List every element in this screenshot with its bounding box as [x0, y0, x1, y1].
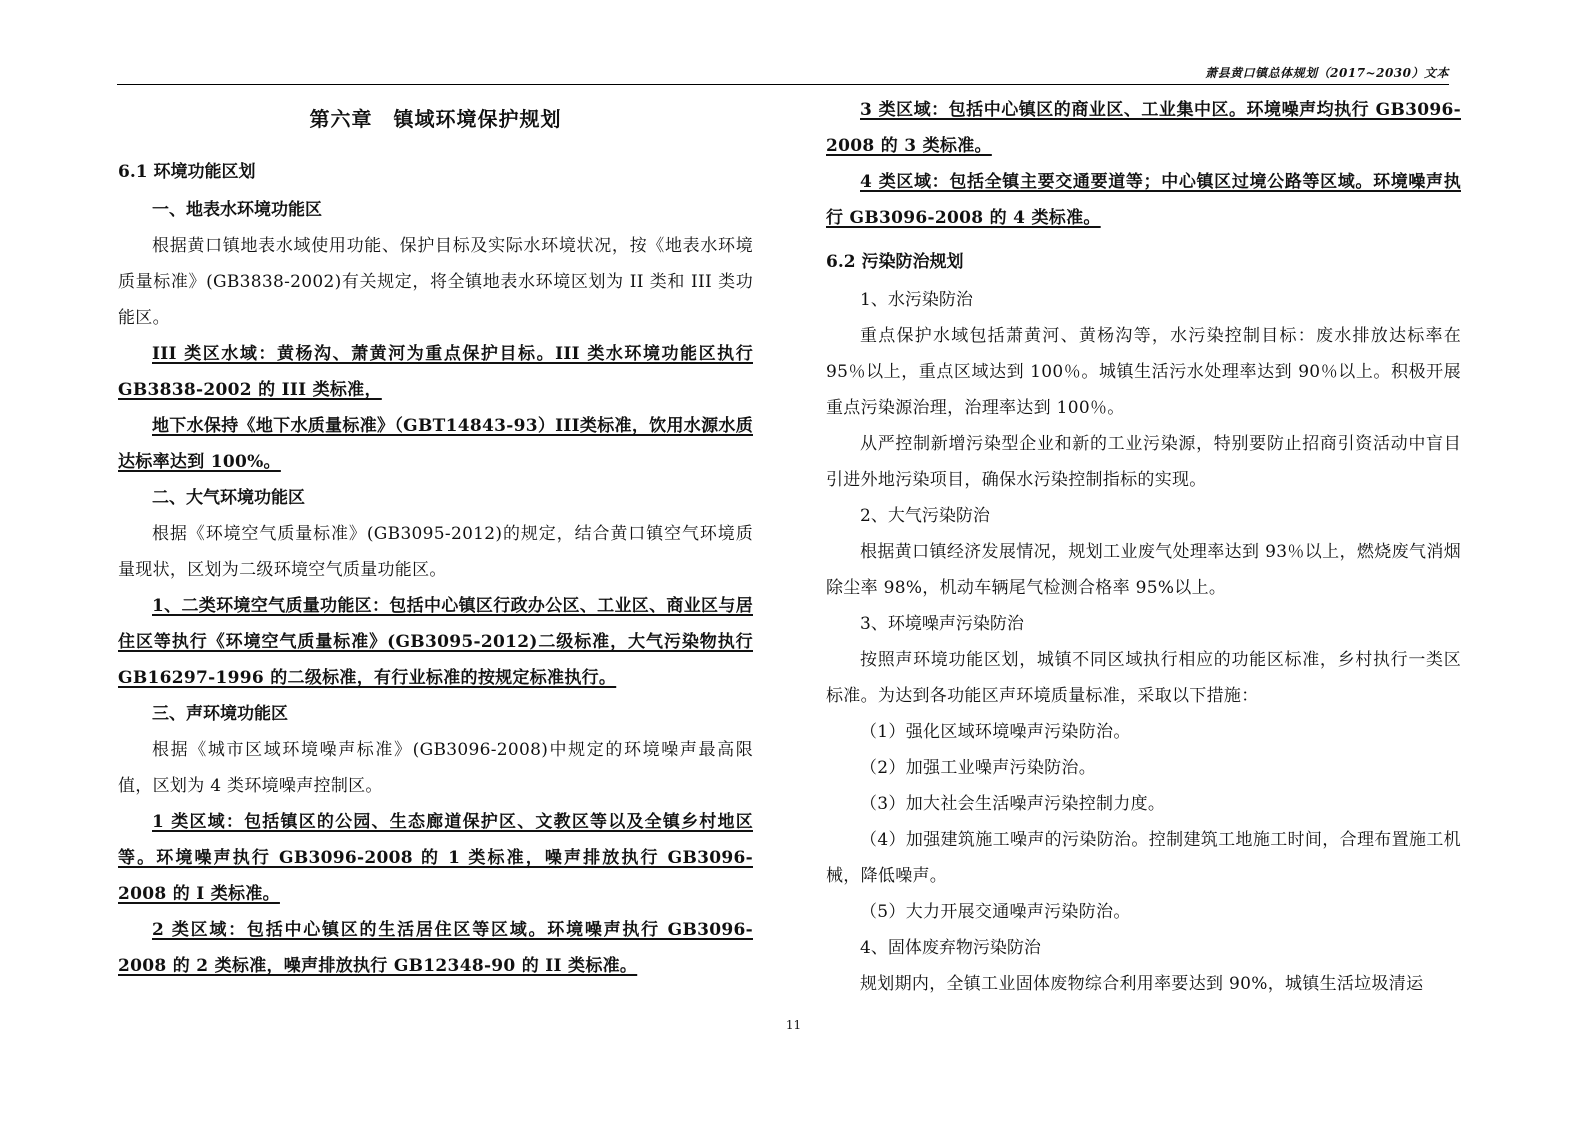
paragraph-sound: 根据《城市区域环境噪声标准》(GB3096-2008)中规定的环境噪声最高限值，区划为 4 类环境噪声控制区。 [118, 740, 753, 796]
paragraph-water-control: 从严控制新增污染型企业和新的工业污染源，特别要防止招商引资活动中盲目引进外地污染项目，确保水污染控制指标的实现。 [826, 434, 1461, 490]
paragraph-groundwater: 地下水保持《地下水质量标准》（GBT14843-93）III类标准，饮用水源水质达标率达到 100%。 [118, 416, 753, 472]
section-heading-6-1: 6.1 环境功能区划 [118, 162, 256, 182]
chapter-title: 第六章 镇域环境保护规划 [309, 107, 562, 131]
left-column [118, 92, 753, 984]
measure-item-3: （3）加大社会生活噪声污染控制力度。 [860, 794, 1166, 814]
right-column [826, 92, 1461, 1002]
sub-heading-solid-waste: 4、固体废弃物污染防治 [860, 938, 1041, 958]
measure-item-1: （1）强化区域环境噪声污染防治。 [860, 722, 1131, 742]
sub-heading-air-pollution: 2、大气污染防治 [860, 506, 990, 526]
paragraph-surface-water: 根据黄口镇地表水域使用功能、保护目标及实际水环境状况，按《地表水环境质量标准》(GB3838-2002)有关规定，将全镇地表水环境区划为 II 类和 III 类功能区。 [118, 236, 753, 328]
paragraph-air-targets: 根据黄口镇经济发展情况，规划工业废气处理率达到 93％以上，燃烧废气消烟除尘率 98%，机动车辆尾气检测合格率 95%以上。 [826, 542, 1461, 598]
measure-item-5: （5）大力开展交通噪声污染防治。 [860, 902, 1131, 922]
paragraph-solid-waste: 规划期内，全镇工业固体废物综合利用率要达到 90%，城镇生活垃圾清运 [860, 974, 1424, 994]
paragraph-noise-class2: 2 类区域：包括中心镇区的生活居住区等区域。环境噪声执行 GB3096-2008 的 2 类标准，噪声排放执行 GB12348-90 的 II 类标准。 [118, 920, 753, 976]
paragraph-noise-class3: 3 类区域：包括中心镇区的商业区、工业集中区。环境噪声均执行 GB3096-2008 的 3 类标准。 [826, 100, 1461, 156]
sub-heading-air: 二、大气环境功能区 [152, 488, 305, 508]
sub-heading-noise-pollution: 3、环境噪声污染防治 [860, 614, 1024, 634]
page-number: 11 [785, 1018, 802, 1032]
paragraph-water-targets: 重点保护水域包括萧黄河、黄杨沟等，水污染控制目标：废水排放达标率在 95％以上，重点区域达到 100％。城镇生活污水处理率达到 90％以上。积极开展重点污染源治理，治理率达到 100％。 [826, 326, 1461, 418]
measure-item-2: （2）加强工业噪声污染防治。 [860, 758, 1097, 778]
header-rule [117, 84, 1449, 85]
paragraph-air: 根据《环境空气质量标准》(GB3095-2012)的规定，结合黄口镇空气环境质量现状，区划为二级环境空气质量功能区。 [118, 524, 753, 580]
running-header: 萧县黄口镇总体规划（2017~2030）文本 [1205, 66, 1449, 80]
paragraph-noise-class1: 1 类区域：包括镇区的公园、生态廊道保护区、文教区等以及全镇乡村地区等。环境噪声执行 GB3096-2008 的 1 类标准，噪声排放执行 GB3096-2008 的 I 类标准。 [118, 812, 753, 904]
measure-item-4: （4）加强建筑施工噪声的污染防治。控制建筑工地施工时间，合理布置施工机械，降低噪声。 [826, 830, 1461, 886]
paragraph-class3-water: III 类区水域：黄杨沟、萧黄河为重点保护目标。III 类水环境功能区执行 GB3838-2002 的 III 类标准， [118, 344, 753, 400]
section-heading-6-2: 6.2 污染防治规划 [826, 252, 964, 272]
sub-heading-sound: 三、声环境功能区 [152, 704, 288, 724]
sub-heading-surface-water: 一、地表水环境功能区 [152, 200, 322, 220]
paragraph-air-class2: 1、二类环境空气质量功能区：包括中心镇区行政办公区、工业区、商业区与居住区等执行《环境空气质量标准》(GB3095-2012)二级标准，大气污染物执行 GB16297-1996 的二级标准，有行业标准的按规定标准执行。 [118, 596, 753, 688]
paragraph-noise-measures: 按照声环境功能区划，城镇不同区域执行相应的功能区标准，乡村执行一类区标准。为达到各功能区声环境质量标准，采取以下措施： [826, 650, 1461, 706]
paragraph-noise-class4: 4 类区域：包括全镇主要交通要道等；中心镇区过境公路等区域。环境噪声执行 GB3096-2008 的 4 类标准。 [826, 172, 1461, 228]
sub-heading-water-pollution: 1、水污染防治 [860, 290, 973, 310]
